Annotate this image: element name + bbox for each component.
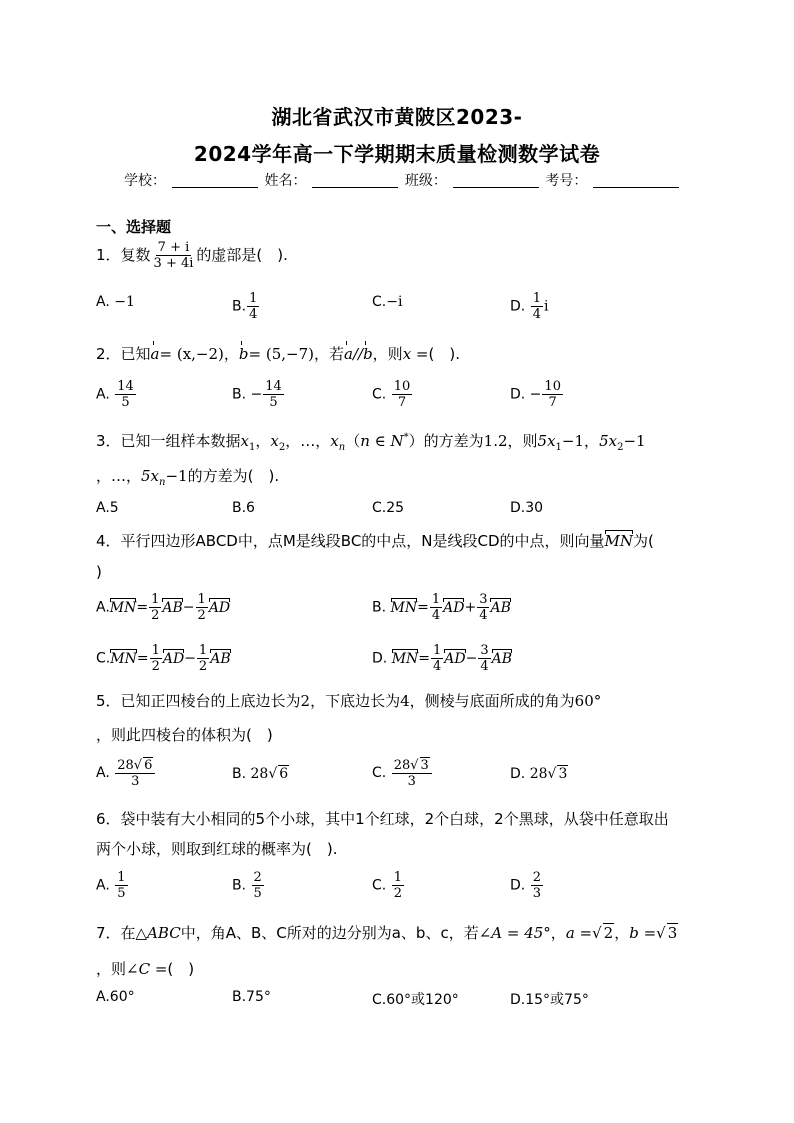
q4-a-mn: MN xyxy=(109,599,137,616)
q4-option-b[interactable] xyxy=(372,592,511,623)
q4-a-f1n: 1 xyxy=(151,592,160,607)
q3-paren-l: （ xyxy=(345,432,361,450)
q2-a-label: A. xyxy=(96,386,110,403)
q6-a-num: 1 xyxy=(117,870,126,885)
q1-prefix: 1．复数 xyxy=(96,246,151,264)
q4-b-mn: MN xyxy=(390,599,418,616)
q6-d-label: D. xyxy=(510,877,526,894)
q4-c-frac1 xyxy=(150,643,162,674)
q2-tail2: ( ). xyxy=(428,345,460,363)
q2-c-num: 10 xyxy=(393,379,411,394)
q1-d-den: 4 xyxy=(532,307,541,322)
q4-c-ad: AD xyxy=(162,650,185,667)
exam-title-line2: 2024学年高一下学期期末质量检测数学试卷 xyxy=(193,142,601,166)
q6-c-fraction xyxy=(392,870,404,901)
q4-c-f2d: 2 xyxy=(198,659,208,674)
name-blank[interactable] xyxy=(312,173,398,188)
q5-c-fraction xyxy=(392,757,432,789)
q5-a-rad: 6 xyxy=(144,758,153,773)
q3-en: 5x xyxy=(141,467,160,485)
q3-e2: 5x xyxy=(599,432,618,450)
section-title: 一、选择题 xyxy=(96,218,172,236)
q6-d-den: 3 xyxy=(532,886,541,901)
student-info-fields xyxy=(124,170,681,190)
q5-option-a[interactable] xyxy=(96,757,156,789)
q3-variance: 1.2 xyxy=(483,432,508,450)
q4-b-frac1 xyxy=(430,592,442,623)
q5-c-den: 3 xyxy=(407,774,416,789)
q3-line1b: ，则 xyxy=(507,432,538,450)
q4-b-f1n: 1 xyxy=(431,592,441,607)
q7-c1: ， xyxy=(550,924,566,942)
q1-tail: 的虚部是( ). xyxy=(196,246,288,264)
q4-a-eq: = xyxy=(136,599,149,616)
q1-d-tail: i xyxy=(543,298,549,315)
q1-a-value: −1 xyxy=(114,294,135,310)
q4-d-ad: AD xyxy=(444,650,466,667)
q4-c-f1n: 1 xyxy=(151,643,160,658)
q5-top-edge: 2 xyxy=(300,692,311,710)
q2-b-den: 5 xyxy=(269,395,278,410)
q4-c-f1d: 2 xyxy=(151,659,160,674)
q6-d-num: 2 xyxy=(532,870,541,885)
q6-b-num: 2 xyxy=(253,870,262,885)
q2-b-num: 14 xyxy=(265,379,282,394)
q5-option-c[interactable] xyxy=(372,757,433,789)
q5-b-coef: 28 xyxy=(250,766,269,782)
q2-b-eq: = (5,−7) xyxy=(248,345,314,363)
q1-option-b[interactable] xyxy=(232,291,260,322)
q4-vector-mn: MN xyxy=(604,532,634,550)
q1-frac-denominator: 3 + 4i xyxy=(153,256,194,271)
q6-option-d[interactable] xyxy=(510,870,544,901)
q2-a-den: 5 xyxy=(121,395,130,410)
q4-c-mn: MN xyxy=(110,650,137,667)
q3-line2b: 的方差为( ). xyxy=(187,467,280,485)
q2-par-sym: // xyxy=(352,345,364,363)
q4-d-mn: MN xyxy=(391,650,419,667)
q5-line1b: ，下底边长为 xyxy=(310,692,401,710)
q5-a-coef: 28 xyxy=(117,758,134,773)
q2-option-c[interactable] xyxy=(372,379,413,410)
q7-angle-a: ∠A = 45° xyxy=(478,924,551,942)
q4-option-a[interactable] xyxy=(96,592,230,623)
q2-prefix: 2．已知 xyxy=(96,345,151,363)
q4-option-d[interactable] xyxy=(372,643,512,674)
question-4-stem-line1 xyxy=(96,530,654,551)
q4-a-ad: AD xyxy=(208,599,231,616)
q1-option-d[interactable] xyxy=(510,291,548,322)
q4-c-ab: AB xyxy=(210,650,231,667)
q3-en-sub: n xyxy=(159,477,166,488)
q4-d-f1n: 1 xyxy=(433,643,442,658)
q2-c-label: C. xyxy=(372,386,387,403)
q5-a-fraction xyxy=(115,757,155,789)
class-blank[interactable] xyxy=(453,173,539,188)
q5-angle: 60° xyxy=(574,692,602,710)
q7-option-b[interactable]: B.75° xyxy=(232,989,271,1005)
q6-b-fraction xyxy=(252,870,264,901)
q4-b-frac2 xyxy=(477,592,489,623)
q2-a-num: 14 xyxy=(117,379,134,394)
q4-b-plus: + xyxy=(464,599,477,616)
q3-x1: x xyxy=(240,432,250,450)
class-label: 班级： xyxy=(404,173,447,189)
q3-option-d[interactable]: D.30 xyxy=(510,500,544,516)
q3-option-c[interactable]: C.25 xyxy=(372,500,405,516)
q5-option-d[interactable]: D. 28√ 3 xyxy=(510,766,568,782)
q1-c-label: C. xyxy=(372,294,387,310)
q3-star: * xyxy=(403,432,409,443)
q1-frac-numerator: 7 + i xyxy=(157,240,190,255)
q6-a-fraction xyxy=(115,870,127,901)
q2-option-d[interactable] xyxy=(510,379,564,410)
q7-line2b: ( ) xyxy=(167,960,195,978)
q4-b-f2d: 4 xyxy=(479,608,488,623)
q2-d-fraction xyxy=(542,379,563,410)
q3-xn: x xyxy=(330,432,339,450)
q4-c-label: C. xyxy=(96,650,111,667)
q7-angle-c: ∠C = xyxy=(126,960,168,978)
name-label: 姓名： xyxy=(264,173,307,189)
q4-d-ab: AB xyxy=(491,650,513,667)
q4-b-f1d: 4 xyxy=(431,608,441,623)
question-2-stem xyxy=(96,343,460,364)
q5-option-b[interactable]: B. 28√ 6 xyxy=(232,766,289,782)
q4-c-minus: − xyxy=(184,650,196,667)
q4-b-eq: = xyxy=(417,599,429,616)
q3-option-b[interactable]: B.6 xyxy=(232,500,255,516)
exam-title-line1: 湖北省武汉市黄陂区2023- xyxy=(271,105,523,129)
question-5-stem-line1 xyxy=(96,690,601,711)
school-blank[interactable] xyxy=(172,173,258,188)
q1-d-num: 1 xyxy=(532,291,541,306)
q2-par-a: a xyxy=(344,345,353,363)
q6-d-fraction xyxy=(531,870,543,901)
q7-c2: ， xyxy=(614,924,630,942)
q5-bottom-edge: 4 xyxy=(400,692,410,710)
q6-option-a[interactable] xyxy=(96,870,129,901)
q3-line1a: 3．已知一组样本数据 xyxy=(96,432,241,450)
q5-a-num: 28√ 6 xyxy=(115,757,155,774)
q3-e2-sub: 2 xyxy=(617,442,624,453)
q4-a-label: A. xyxy=(96,599,110,616)
q5-c-label: C. xyxy=(372,765,387,781)
q4-a-frac1 xyxy=(149,592,161,623)
q4-option-c[interactable] xyxy=(96,643,231,674)
q2-b-fraction xyxy=(263,379,284,410)
question-4-stem-line2: ) xyxy=(96,563,102,581)
q7-option-a[interactable]: A.60° xyxy=(96,989,135,1005)
question-6-stem-line1: 6．袋中装有大小相同的5个小球，其中1个红球，2个白球，2个黑球，从袋中任意取出 xyxy=(96,810,669,828)
q2-vector-b: b xyxy=(238,345,249,363)
q5-c-coef: 28 xyxy=(393,758,411,773)
q4-d-frac2 xyxy=(478,643,490,674)
q4-d-frac1 xyxy=(431,643,443,674)
q4-c-eq: = xyxy=(136,650,149,667)
q5-b-label: B. xyxy=(232,766,247,782)
q2-option-a[interactable] xyxy=(96,379,137,410)
q4-a-f2n: 1 xyxy=(197,592,206,607)
q4-a-minus: − xyxy=(182,599,195,616)
q3-e1-sub: 1 xyxy=(555,442,562,453)
q5-b-rad: 6 xyxy=(279,766,289,782)
q4-d-f2n: 3 xyxy=(480,643,489,658)
q5-c-rad: 3 xyxy=(420,758,429,773)
q7-line1a: 7．在 xyxy=(96,924,136,942)
q6-a-label: A. xyxy=(96,877,110,894)
q5-a-label: A. xyxy=(96,765,110,781)
q2-d-den: 7 xyxy=(548,395,557,410)
q2-d-num: 10 xyxy=(544,379,561,394)
q4-b-f2n: 3 xyxy=(479,592,488,607)
q4-c-frac2 xyxy=(197,643,209,674)
q3-en-tail: −1 xyxy=(165,467,188,485)
q7-option-d[interactable]: D.15°或75° xyxy=(510,992,589,1008)
q4-a-f2d: 2 xyxy=(197,608,206,623)
q3-paren-r: ）的方差为 xyxy=(408,432,484,450)
q4-c-f2n: 1 xyxy=(198,643,208,658)
q2-a-fraction xyxy=(115,379,136,410)
q5-c-num: 28√ 3 xyxy=(392,757,432,774)
question-1-stem xyxy=(96,240,288,271)
q2-d-label: D. − xyxy=(510,386,542,403)
q4-line1-tail: 为( xyxy=(633,532,654,550)
q1-option-a[interactable] xyxy=(96,294,135,310)
q1-b-label: B. xyxy=(232,298,247,315)
q6-c-den: 2 xyxy=(393,886,402,901)
q5-d-rad: 3 xyxy=(558,766,568,782)
q5-a-den: 3 xyxy=(131,774,140,789)
q2-c-fraction xyxy=(392,379,413,410)
exam-number-blank[interactable] xyxy=(593,173,679,188)
q3-e1-tail: −1 xyxy=(561,432,585,450)
q4-d-minus: − xyxy=(465,650,478,667)
q1-c-value: −i xyxy=(386,294,403,310)
q2-par-b: b xyxy=(363,345,373,363)
q2-a-eq: = (x,−2) xyxy=(159,345,224,363)
q7-triangle: △ABC xyxy=(135,924,181,942)
q6-c-label: C. xyxy=(372,877,387,894)
q3-n-in: n ∈ N xyxy=(360,432,404,450)
q2-b-label: B. − xyxy=(232,386,263,403)
q1-option-c[interactable] xyxy=(372,294,402,310)
q5-line1c: ，侧棱与底面所成的角为 xyxy=(409,692,575,710)
question-5-stem-line2: ，则此四棱台的体积为( ) xyxy=(96,726,273,744)
q7-a-rad: 2 xyxy=(603,924,614,942)
q3-c3: ， xyxy=(584,432,600,450)
q6-c-num: 1 xyxy=(393,870,402,885)
q2-option-b[interactable] xyxy=(232,379,285,410)
q3-c2: ，…， xyxy=(285,432,331,450)
q2-vector-a: a xyxy=(150,345,160,363)
q1-b-fraction xyxy=(247,291,259,322)
q3-e2-tail: −1 xyxy=(623,432,646,450)
q4-b-ab: AB xyxy=(490,599,511,616)
q2-sep1: ， xyxy=(223,345,239,363)
q3-xn-sub: n xyxy=(338,442,346,453)
q4-line1: 4．平行四边形ABCD中，点M是线段BC的中点，N是线段CD的中点，则向量 xyxy=(96,532,605,550)
q3-c1: ， xyxy=(255,432,271,450)
q7-b-eq: b = xyxy=(629,924,657,942)
q5-d-coef: 28 xyxy=(529,766,548,782)
q4-a-ab: AB xyxy=(162,599,183,616)
q7-b-rad: 3 xyxy=(667,924,678,942)
q1-d-label: D. xyxy=(510,298,526,315)
question-3-stem-line2 xyxy=(96,465,279,488)
question-3-stem-line1 xyxy=(96,430,646,453)
q3-e1: 5x xyxy=(537,432,556,450)
q6-b-label: B. xyxy=(232,877,247,894)
q4-d-f2d: 4 xyxy=(480,659,489,674)
q1-d-fraction xyxy=(531,291,543,322)
q3-option-a[interactable]: A.5 xyxy=(96,500,119,516)
question-7-stem-line1: 7．在△ABC中，角A、B、C所对的边分别为a、b、c，若∠A = 45°，a =√ 2，b =√ 3 xyxy=(96,924,678,942)
q1-b-den: 4 xyxy=(249,307,258,322)
q3-x2: x xyxy=(270,432,279,450)
q2-c-den: 7 xyxy=(397,395,407,410)
q6-option-c[interactable] xyxy=(372,870,405,901)
q6-option-b[interactable] xyxy=(232,870,265,901)
question-6-stem-line2: 两个小球，则取到红球的概率为( ). xyxy=(96,840,338,858)
q7-a-eq: a = xyxy=(565,924,593,942)
exam-number-label: 考号： xyxy=(545,173,588,189)
q6-a-den: 5 xyxy=(117,886,126,901)
q4-b-label: B. xyxy=(372,599,387,616)
q6-b-den: 5 xyxy=(253,886,262,901)
q7-option-c[interactable]: C.60°或120° xyxy=(372,992,459,1008)
q1-b-num: 1 xyxy=(249,291,258,306)
question-7-stem-line2 xyxy=(96,958,194,979)
q1-a-label: A. xyxy=(96,294,110,310)
q2-x-eq: x = xyxy=(402,345,429,363)
q4-d-f1d: 4 xyxy=(433,659,442,674)
q1-fraction xyxy=(152,240,196,271)
q7-line2a: ，则 xyxy=(96,960,127,978)
q4-d-eq: = xyxy=(418,650,431,667)
q4-a-frac2 xyxy=(196,592,208,623)
q3-x2-sub: 2 xyxy=(278,442,286,453)
q3-line2a: ，…， xyxy=(96,467,142,485)
school-label: 学校： xyxy=(124,173,166,189)
q7-line1b: 中，角A、B、C所对的边分别为a、b、c，若 xyxy=(180,924,479,942)
q4-b-ad: AD xyxy=(443,599,465,616)
q2-tail1: ，则 xyxy=(372,345,403,363)
q5-d-label: D. xyxy=(510,766,526,782)
q4-a-f1d: 2 xyxy=(151,608,160,623)
q2-sep2: ，若 xyxy=(313,345,344,363)
q3-x1-sub: 1 xyxy=(249,442,256,453)
q5-line1a: 5．已知正四棱台的上底边长为 xyxy=(96,692,301,710)
q4-d-label: D. xyxy=(372,650,388,667)
